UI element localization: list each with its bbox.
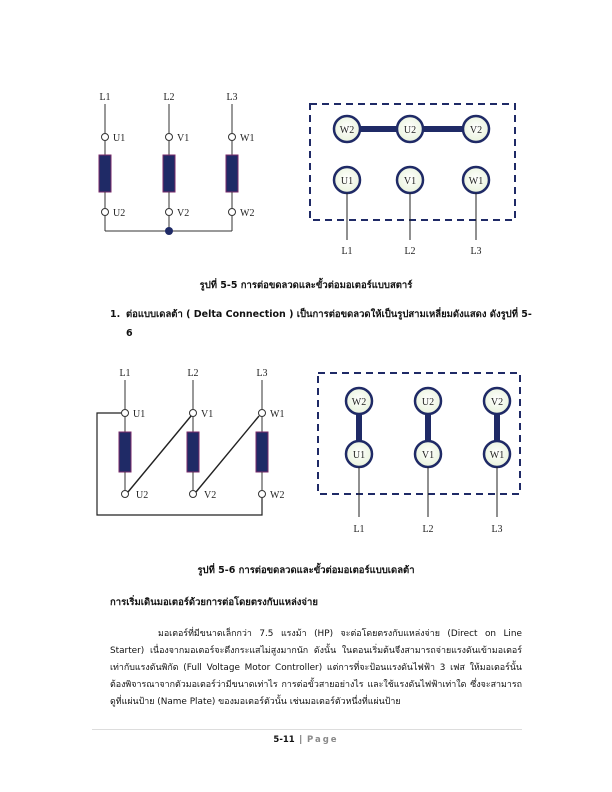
star-box-label-u2: U2: [403, 125, 417, 136]
star-terminal-label-v2: V2: [177, 208, 190, 219]
page-footer: [0, 735, 612, 745]
star-terminal-label-u2: U2: [113, 208, 126, 219]
body-paragraph: มอเตอร์ที่มีขนาดเล็กกว่า 7.5 แรงม้า (HP) จะต่อโดยตรงกับแหล่งจ่าย (Direct on Line Starter) เนื่องจากมอเตอร์จะดึงกระแสไม่สูงมากนัก ดังนั้น ในตอนเริ่มต้นจึงสามารถจ่ายแรงดันเข้ามอเตอร์เท่ากับแรงดันพิกัด (Full Voltage Motor Controller) แต่การที่จะป้อนแรงดันไฟฟ้า 3 เฟส ให้มอเตอร์นั้นต้องพิจารณาจากตัวมอเตอร์ว่ามีขนาดเท่าไร การต่อขั้วสายอย่างไร และใช้แรงดันไฟฟ้าเท่าใด ซึ่งจะสามารถดูที่แผ่นป้าย (Name Plate) ของมอเตอร์ตัวนั้น เช่นมอเตอร์ตัวหนึ่งที่แผ่นป้าย: [110, 629, 522, 707]
delta-box-line-l1: L1: [353, 524, 365, 535]
star-line-label-l2: L2: [163, 92, 175, 103]
star-box-line-l2: L2: [404, 246, 416, 257]
page-number: 5-11: [273, 735, 295, 745]
star-box-label-u1: U1: [340, 176, 354, 187]
list-item-number: 1.: [110, 309, 121, 320]
delta-box-label-v1: V1: [421, 450, 435, 461]
delta-terminal-u2: [122, 491, 129, 498]
star-terminal-w2: [229, 209, 236, 216]
delta-terminal-box: [318, 373, 520, 535]
page-label: Page: [306, 735, 339, 745]
delta-box-label-u2: U2: [421, 397, 435, 408]
star-box-label-v2: V2: [469, 125, 483, 136]
delta-box-label-w1: W1: [489, 450, 505, 461]
delta-terminal-v2: [190, 491, 197, 498]
star-line-label-l1: L1: [99, 92, 111, 103]
star-terminal-label-v1: V1: [177, 133, 190, 144]
star-box-label-w2: W2: [339, 125, 355, 136]
delta-terminal-w2: [259, 491, 266, 498]
star-terminal-label-w1: W1: [240, 133, 255, 144]
figure-5-6-caption: รูปที่ 5-6 การต่อขดลวดและขั้วต่อมอเตอร์แบบเดลต้า: [197, 565, 415, 576]
delta-coil-u: [119, 432, 131, 472]
star-terminal-label-w2: W2: [240, 208, 255, 219]
star-box-label-v1: V1: [403, 176, 417, 187]
delta-box-line-l3: L3: [491, 524, 503, 535]
delta-terminal-label-w2: W2: [270, 490, 285, 501]
figure-5-5-caption: รูปที่ 5-5 การต่อขดลวดและขั้วต่อมอเตอร์แบบสตาร์: [199, 280, 413, 291]
delta-line-label-l3: L3: [256, 368, 268, 379]
delta-terminal-v1: [190, 410, 197, 417]
footer-divider: [92, 729, 522, 730]
star-line-label-l3: L3: [226, 92, 238, 103]
star-box-label-w1: W1: [468, 176, 484, 187]
list-item-text: ต่อแบบเดลต้า ( Delta Connection ) เป็นการต่อขดลวดให้เป็นรูปสามเหลี่ยมดังแสดง ดังรูปที่ 5-6: [126, 309, 532, 339]
star-terminal-u2: [102, 209, 109, 216]
star-coil-u: [99, 155, 111, 192]
section-heading: การเริ่มเดินมอเตอร์ด้วยการต่อโดยตรงกับแหล่งจ่าย: [110, 597, 318, 608]
star-box-line-l1: L1: [341, 246, 353, 257]
delta-box-label-u1: U1: [352, 450, 366, 461]
star-terminal-v1: [166, 134, 173, 141]
delta-coil-w: [256, 432, 268, 472]
star-coil-v: [163, 155, 175, 192]
star-terminal-box: [310, 104, 515, 257]
delta-terminal-label-w1: W1: [270, 409, 285, 420]
delta-box-label-v2: V2: [490, 397, 504, 408]
delta-line-label-l1: L1: [119, 368, 131, 379]
star-terminal-u1: [102, 134, 109, 141]
delta-terminal-label-v2: V2: [204, 490, 217, 501]
delta-terminal-label-u1: U1: [133, 409, 146, 420]
delta-box-label-w2: W2: [351, 397, 367, 408]
delta-terminal-label-u2: U2: [136, 490, 149, 501]
star-coil-w: [226, 155, 238, 192]
delta-link-v2-w1: [196, 416, 259, 492]
delta-link-u2-v1: [128, 416, 191, 492]
delta-terminal-w1: [259, 410, 266, 417]
star-box-line-l3: L3: [470, 246, 482, 257]
delta-box-line-l2: L2: [422, 524, 434, 535]
delta-line-label-l2: L2: [187, 368, 199, 379]
star-terminal-label-u1: U1: [113, 133, 126, 144]
delta-winding-diagram: [97, 368, 284, 515]
star-point-node: [165, 227, 173, 235]
delta-terminal-u1: [122, 410, 129, 417]
star-terminal-v2: [166, 209, 173, 216]
star-terminal-w1: [229, 134, 236, 141]
delta-terminal-label-v1: V1: [201, 409, 214, 420]
delta-coil-v: [187, 432, 199, 472]
footer-separator: |: [299, 735, 303, 745]
star-winding-diagram: [99, 92, 254, 235]
